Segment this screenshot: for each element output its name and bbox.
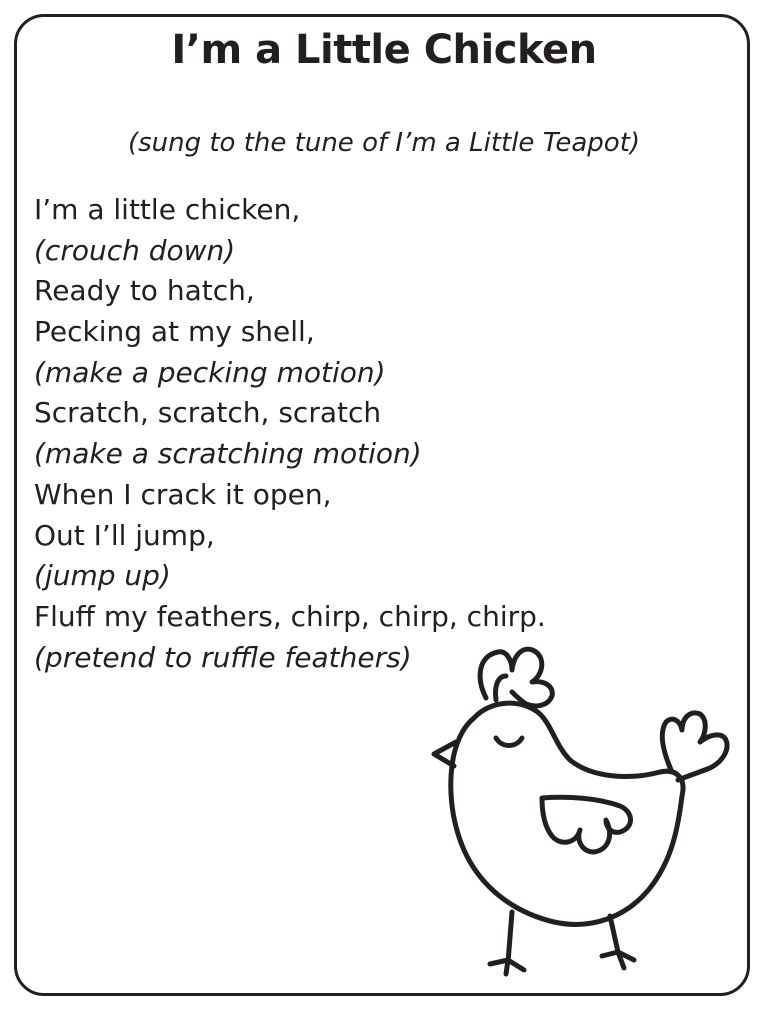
chicken-toe-left xyxy=(506,960,508,974)
chicken-tail xyxy=(662,713,727,780)
verse-line-10: (jump up) xyxy=(34,559,171,593)
verse-line-3: Ready to hatch, xyxy=(34,274,255,308)
verse-line-1: I’m a little chicken, xyxy=(34,193,301,226)
chicken-wing xyxy=(542,797,631,852)
page-title: I’m a Little Chicken xyxy=(171,27,597,73)
chicken-eye xyxy=(496,738,522,746)
chicken-icon xyxy=(420,630,740,990)
verse-line-7: (make a scratching motion) xyxy=(34,437,422,471)
chicken-leg-left xyxy=(508,912,512,962)
verse-line-5: (make a pecking motion) xyxy=(34,355,386,389)
song-tune-subtitle: (sung to the tune of I’m a Little Teapot) xyxy=(127,128,641,158)
chicken-comb-inner xyxy=(495,676,506,700)
chicken-body xyxy=(451,703,683,924)
verse-line-4: Pecking at my shell, xyxy=(34,315,315,349)
verse-line-12: (pretend to ruffle feathers) xyxy=(34,640,412,674)
verse-line-11: Fluff my feathers, chirp, chirp, chirp. xyxy=(34,599,546,633)
chicken-leg-right xyxy=(610,916,618,952)
verse-line-8: When I crack it open, xyxy=(34,477,332,511)
verse-line-9: Out I’ll jump, xyxy=(34,518,215,552)
chicken-comb xyxy=(480,649,552,706)
song-verse xyxy=(34,190,546,678)
verse-line-2: (crouch down) xyxy=(34,233,236,267)
verse-line-6: Scratch, scratch, scratch xyxy=(34,396,382,430)
